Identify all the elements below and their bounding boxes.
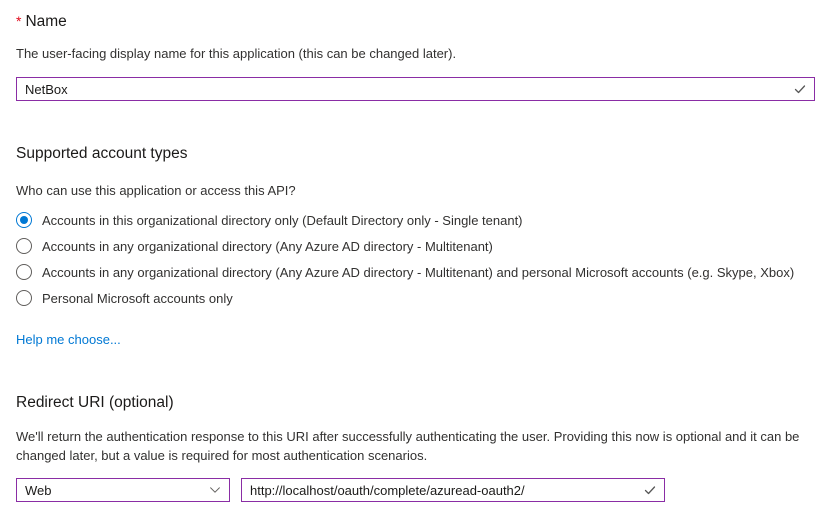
radio-button-icon[interactable] bbox=[16, 212, 32, 228]
radio-button-icon[interactable] bbox=[16, 290, 32, 306]
account-types-title: Supported account types bbox=[16, 145, 188, 162]
redirect-uri-description: We'll return the authentication response to this URI after successfully authenticating the user. Providing this now is optional and it can be changed later, but a value is required for most authentication scenarios. bbox=[16, 429, 800, 463]
name-input-container bbox=[16, 77, 815, 101]
name-hint-text: The user-facing display name for this application (this can be changed later). bbox=[16, 46, 457, 61]
radio-option-label: Accounts in this organizational directory only (Default Directory only - Single tenant) bbox=[42, 212, 523, 228]
radio-option-personal-only[interactable] bbox=[16, 285, 815, 311]
redirect-uri-inputs-row bbox=[16, 478, 815, 502]
radio-button-icon[interactable] bbox=[16, 238, 32, 254]
radio-option-multitenant[interactable] bbox=[16, 233, 815, 259]
uri-input-container bbox=[241, 478, 665, 502]
help-me-choose-link[interactable]: Help me choose... bbox=[16, 332, 121, 347]
name-section bbox=[16, 12, 815, 101]
redirect-uri-section bbox=[16, 394, 815, 502]
redirect-uri-title: Redirect URI (optional) bbox=[16, 394, 174, 411]
chevron-down-icon bbox=[208, 483, 222, 497]
radio-option-single-tenant[interactable] bbox=[16, 207, 815, 233]
account-types-section bbox=[16, 145, 815, 347]
checkmark-icon bbox=[792, 81, 808, 97]
name-section-title bbox=[16, 12, 815, 31]
redirect-uri-input[interactable] bbox=[242, 479, 664, 501]
platform-select-value: Web bbox=[25, 482, 52, 498]
platform-select[interactable] bbox=[16, 478, 230, 502]
account-types-radio-group bbox=[16, 207, 815, 311]
radio-button-icon[interactable] bbox=[16, 264, 32, 280]
account-types-question: Who can use this application or access this API? bbox=[16, 183, 296, 198]
radio-option-label: Personal Microsoft accounts only bbox=[42, 290, 233, 306]
radio-option-label: Accounts in any organizational directory (Any Azure AD directory - Multitenant) bbox=[42, 238, 493, 254]
radio-option-multitenant-personal[interactable] bbox=[16, 259, 815, 285]
name-title-text: Name bbox=[25, 13, 67, 30]
required-asterisk: * bbox=[16, 13, 22, 29]
radio-option-label: Accounts in any organizational directory (Any Azure AD directory - Multitenant) and personal Microsoft accounts (e.g. Skype, Xbox) bbox=[42, 264, 795, 280]
checkmark-icon bbox=[642, 482, 658, 498]
name-input[interactable] bbox=[17, 78, 814, 100]
